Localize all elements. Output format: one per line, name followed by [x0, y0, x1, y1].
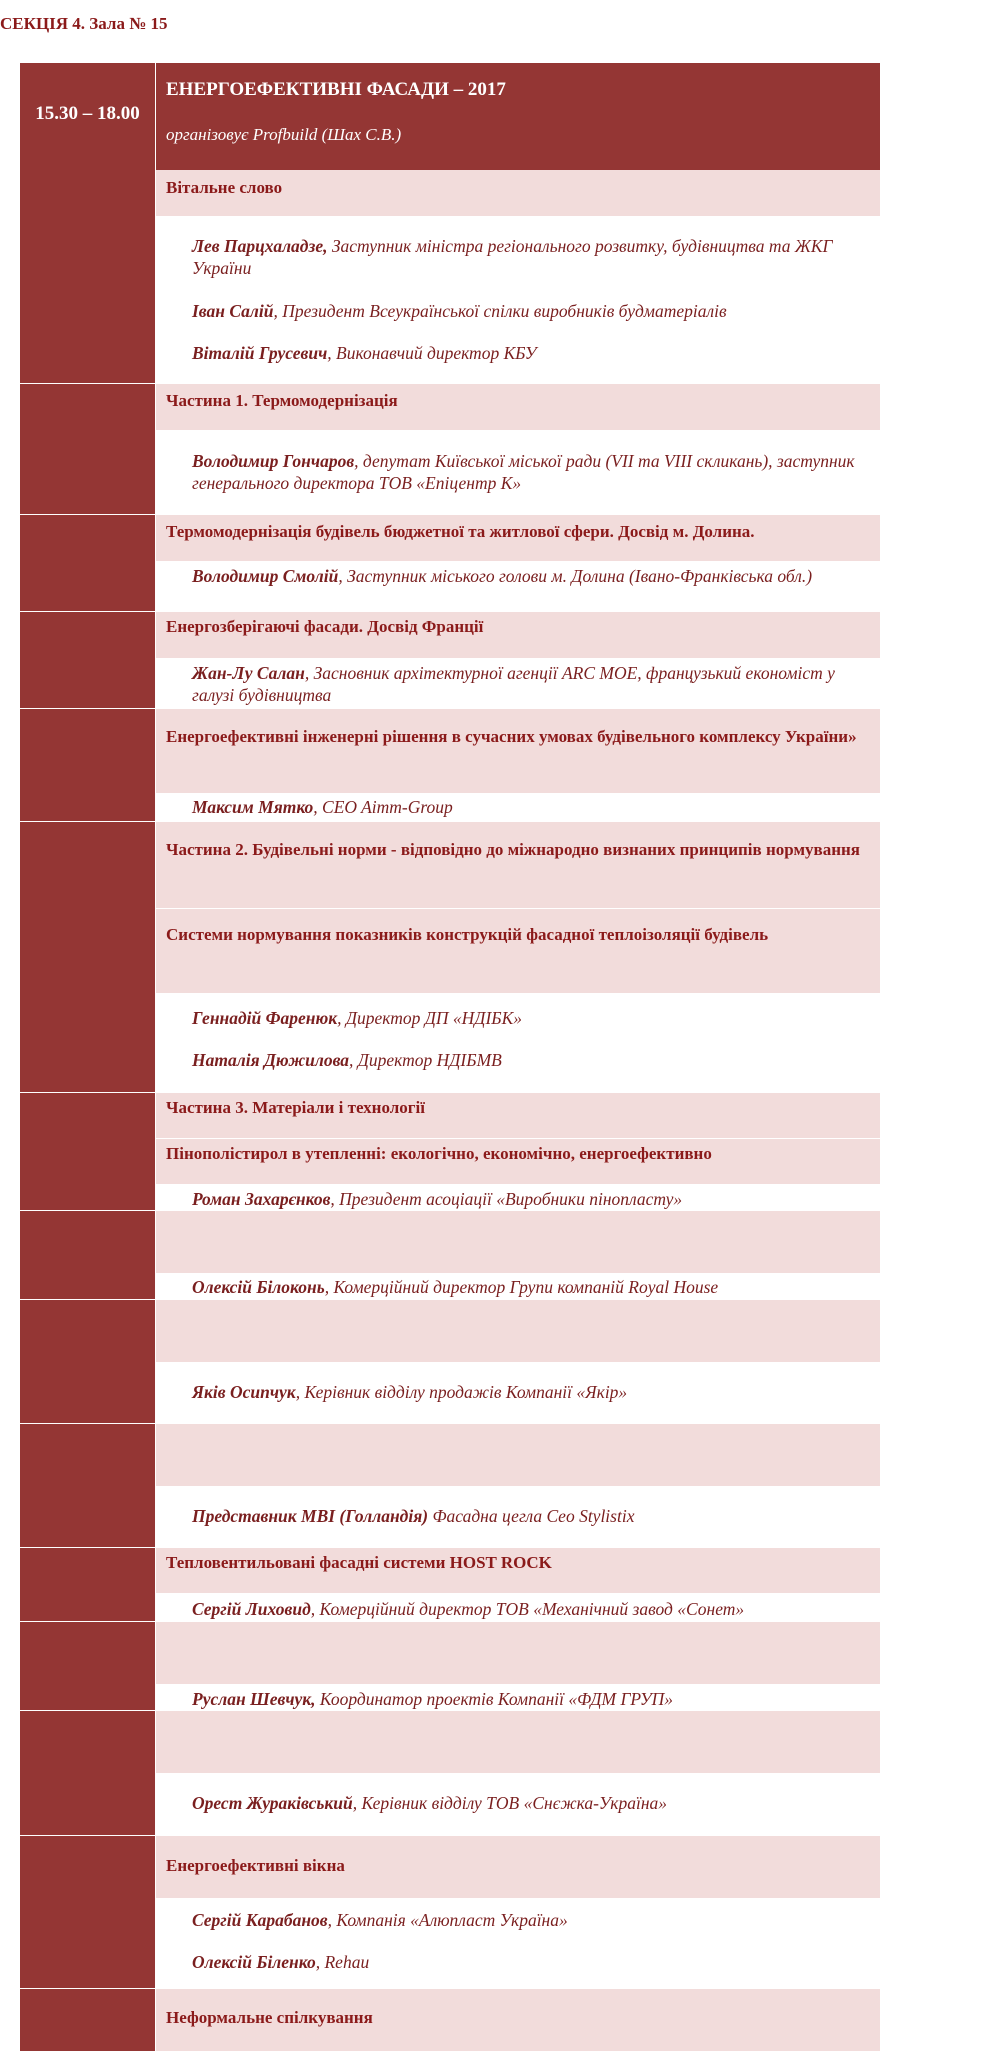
schedule-row: [20, 1211, 880, 1300]
speaker: [192, 796, 872, 818]
item-title: Вітальне слово: [166, 178, 283, 197]
row-content: [156, 1836, 880, 1989]
time-cell: [20, 384, 155, 515]
schedule-row: [20, 1424, 880, 1548]
speaker: [192, 1688, 872, 1710]
speaker-role: , депутат Київської міської ради (VII та VIII скликань), заступник генерального директора ТОВ «Епіцентр К»: [192, 451, 855, 493]
speaker-role: , Rehau: [315, 1952, 370, 1972]
speaker-name: Сергій Лиховид: [192, 1599, 311, 1619]
speaker-role: , Заступник міського голови м. Долина (Івано-Франківська обл.): [338, 566, 813, 586]
speaker: [192, 235, 872, 279]
speaker-name: Геннадій Фаренюк: [192, 1008, 338, 1028]
speaker: [192, 1381, 872, 1403]
time-cell: [20, 1989, 155, 2051]
session-time: 15.30 – 18.00: [35, 103, 140, 124]
schedule-row: [20, 515, 880, 612]
speaker-name: Сергій Карабанов: [192, 1910, 328, 1930]
row-content: [156, 709, 880, 822]
title-band: [156, 1711, 880, 1774]
row-content: [156, 1989, 880, 2051]
schedule-row: [20, 170, 880, 384]
speaker-name: Володимир Смолій: [192, 566, 339, 586]
time-cell: [20, 1548, 155, 1622]
speaker-role: Фасадна цегла Ceo Stylistix: [428, 1506, 635, 1526]
time-cell: [20, 1300, 155, 1424]
speaker-role: , Директор ДП «НДІБК»: [337, 1008, 522, 1028]
speaker-name: Роман Захарєнков: [192, 1189, 331, 1209]
speaker-name: Максим Мятко: [192, 797, 314, 817]
speaker-role: Заступник міністра регіонального розвитку, будівництва та ЖКГ України: [192, 236, 833, 278]
speaker-role: Координатор проектів Компанії «ФДМ ГРУП»: [315, 1689, 674, 1709]
speaker: [192, 1188, 872, 1210]
schedule-row: [20, 1836, 880, 1989]
item-title: Енергоефективні інженерні рішення в сучасних умовах будівельного комплексу України»: [166, 727, 857, 746]
time-cell: [20, 1093, 155, 1211]
item-title: Енергозберігаючі фасади. Досвід Франції: [166, 617, 484, 636]
time-cell: [20, 1424, 155, 1548]
time-cell: [20, 515, 155, 612]
speaker: [192, 1276, 872, 1298]
speaker-role: , Комерційний директор ТОВ «Механічний завод «Сонет»: [310, 1599, 745, 1619]
item-title: Частина 3. Матеріали і технології: [166, 1098, 425, 1117]
schedule-row: [20, 1093, 880, 1211]
speaker: [192, 300, 872, 322]
speaker: [192, 450, 872, 494]
schedule-row: [20, 1300, 880, 1424]
row-content: [156, 822, 880, 1093]
schedule-row: [20, 1548, 880, 1622]
speaker-name: Володимир Гончаров: [192, 451, 355, 471]
speaker-name: Віталій Грусевич: [192, 343, 328, 363]
time-cell: [20, 1711, 155, 1836]
title-band: [156, 822, 880, 909]
schedule-row: [20, 709, 880, 822]
schedule-row: [20, 612, 880, 709]
speaker-role: , Засновник архітектурної агенції ARC MOE, французький економіст у галузі будівництва: [192, 663, 835, 705]
speaker: [192, 565, 872, 587]
speaker-role: , Президент асоціації «Виробники пінопласту»: [330, 1189, 683, 1209]
speaker-role: , Комерційний директор Групи компаній Royal House: [324, 1277, 719, 1297]
header-row: [20, 63, 880, 170]
header-content: [156, 63, 880, 170]
session-organizer: організовує Profbuild (Шах С.В.): [166, 125, 402, 144]
speaker: [192, 342, 872, 364]
item-title: Термомодернізація будівель бюджетної та житлової сфери. Досвід м. Долина.: [166, 522, 755, 541]
row-content: [156, 1300, 880, 1424]
item-title: Частина 1. Термомодернізація: [166, 391, 398, 410]
speaker-name: Руслан Шевчук,: [192, 1689, 316, 1709]
speaker: [192, 1505, 872, 1527]
speaker-name: Наталія Дюжилова: [192, 1050, 350, 1070]
speaker-role: , Компанія «Алюпласт Україна»: [327, 1910, 568, 1930]
time-cell: [20, 1622, 155, 1711]
speaker-name: Іван Салій: [192, 301, 274, 321]
item-title: Тепловентильовані фасадні системи HOST ROCK: [166, 1553, 552, 1572]
title-band: [156, 1211, 880, 1274]
speaker: [192, 1049, 872, 1071]
row-content: [156, 170, 880, 384]
row-content: [156, 1548, 880, 1622]
time-cell: [20, 822, 155, 1093]
speaker-role: , Директор НДІБМВ: [349, 1050, 502, 1070]
schedule-row: [20, 1989, 880, 2051]
row-content: [156, 1211, 880, 1300]
speaker-role: , CEO Aimm-Group: [313, 797, 453, 817]
row-content: [156, 1622, 880, 1711]
schedule-row: [20, 822, 880, 1093]
title-band: [156, 909, 880, 994]
schedule-row: [20, 1711, 880, 1836]
time-cell: [20, 1211, 155, 1300]
time-cell: [20, 170, 155, 384]
speaker: [192, 1951, 872, 1973]
row-content: [156, 1424, 880, 1548]
session-title: ЕНЕРГОЕФЕКТИВНІ ФАСАДИ – 2017: [166, 79, 506, 100]
item-title: Системи нормування показників конструкцій фасадної теплоізоляції будівель: [166, 925, 769, 944]
row-content: [156, 1711, 880, 1836]
item-title: Неформальне спілкування: [166, 2008, 373, 2027]
title-band: [156, 709, 880, 794]
title-band: [156, 1300, 880, 1363]
speaker-name: Яків Осипчук: [192, 1382, 296, 1402]
schedule-row: [20, 384, 880, 515]
speaker: [192, 1792, 872, 1814]
row-content: [156, 515, 880, 612]
row-content: [156, 384, 880, 515]
time-cell: [20, 709, 155, 822]
item-title: Енергоефективні вікна: [166, 1856, 345, 1875]
speaker-name: Представник MBI (Голландія): [192, 1506, 429, 1526]
section-title: СЕКЦІЯ 4. Зала № 15: [0, 14, 168, 33]
speaker-name: Олексій Біленко: [192, 1952, 316, 1972]
speaker: [192, 1598, 872, 1620]
title-band: [156, 1622, 880, 1685]
speaker-name: Орест Жураківський: [192, 1793, 353, 1813]
speaker: [192, 1007, 872, 1029]
row-content: [156, 612, 880, 709]
schedule-table: [20, 63, 880, 2043]
time-cell: [20, 63, 155, 170]
speaker-role: , Керівник відділу ТОВ «Снєжка-Україна»: [352, 1793, 668, 1813]
time-cell: [20, 612, 155, 709]
speaker-role: , Виконавчий директор КБУ: [327, 343, 537, 363]
item-title: Частина 2. Будівельні норми - відповідно до міжнародно визнаних принципів нормування: [166, 840, 860, 859]
time-cell: [20, 1836, 155, 1989]
speaker-role: , Керівник відділу продажів Компанії «Якір»: [295, 1382, 628, 1402]
row-content: [156, 1093, 880, 1211]
speaker-name: Лев Парцхаладзе,: [192, 236, 328, 256]
title-band: [156, 1424, 880, 1487]
speaker-name: Жан-Лу Салан: [192, 663, 305, 683]
speaker: [192, 1909, 872, 1931]
speaker: [192, 662, 872, 706]
speaker-name: Олексій Білоконь: [192, 1277, 325, 1297]
schedule-row: [20, 1622, 880, 1711]
item-title: Пінополістирол в утепленні: екологічно, економічно, енергоефективно: [166, 1144, 712, 1163]
speaker-role: , Президент Всеукраїнської спілки виробників будматеріалів: [273, 301, 727, 321]
